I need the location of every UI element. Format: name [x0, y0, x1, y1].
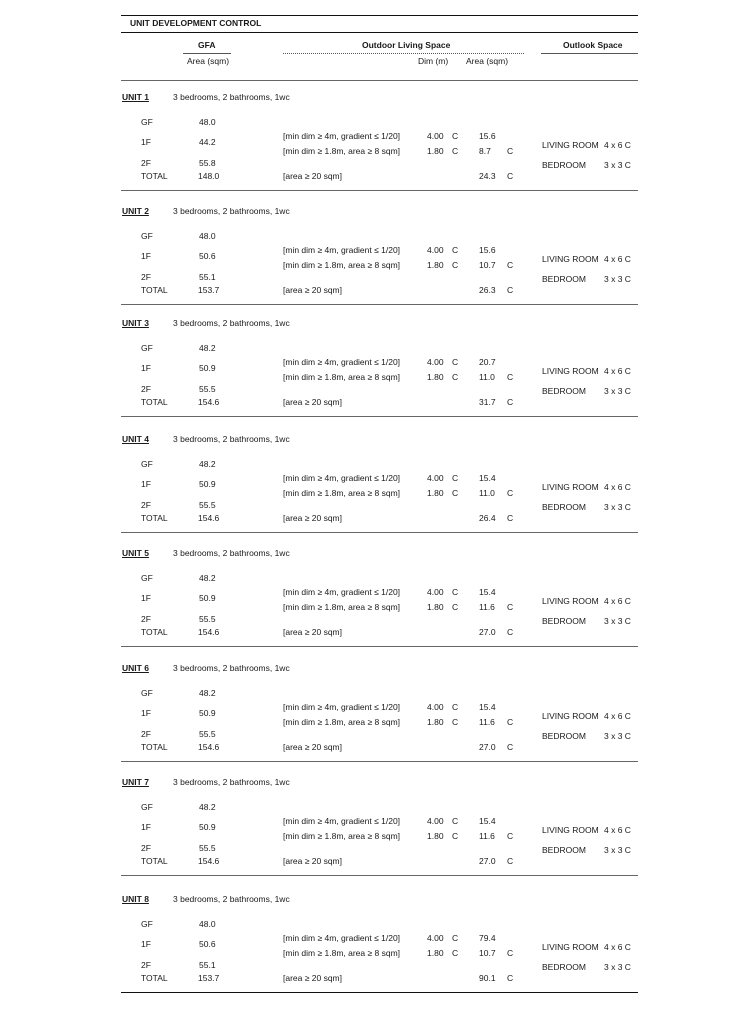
- dim-check-2: C: [452, 260, 459, 270]
- outlook-living-room-label: LIVING ROOM: [542, 825, 599, 835]
- unit-separator-rule: [121, 992, 638, 993]
- area-value-2: 11.6: [479, 717, 495, 727]
- f2-label: 2F: [141, 500, 151, 510]
- area-value-2: 11.6: [479, 602, 495, 612]
- f1-label: 1F: [141, 939, 151, 949]
- dim-value-2: 1.80: [427, 260, 444, 270]
- rule-min-dim-1-8m: [min dim ≥ 1.8m, area ≥ 8 sqm]: [283, 717, 401, 727]
- rule-min-dim-4m: [min dim ≥ 4m, gradient ≤ 1/20]: [283, 131, 401, 141]
- area-total-value: 27.0: [479, 742, 496, 752]
- dim-check-2: C: [452, 717, 459, 727]
- f1-label: 1F: [141, 137, 151, 147]
- gf-value: 48.0: [199, 117, 216, 127]
- area-total-check: C: [507, 856, 514, 866]
- total-value: 154.6: [198, 513, 220, 523]
- area-total-value: 26.3: [479, 285, 496, 295]
- outlook-living-room-label: LIVING ROOM: [542, 140, 599, 150]
- area-total-check: C: [507, 627, 514, 637]
- dim-check-2: C: [452, 602, 459, 612]
- rule-min-dim-4m: [min dim ≥ 4m, gradient ≤ 1/20]: [283, 816, 401, 826]
- area-total-value: 90.1: [479, 973, 496, 983]
- total-value: 154.6: [198, 742, 220, 752]
- outlook-living-room-label: LIVING ROOM: [542, 942, 599, 952]
- gf-label: GF: [141, 231, 153, 241]
- outlook-bedroom-label: BEDROOM: [542, 502, 586, 512]
- rule-min-dim-4m: [min dim ≥ 4m, gradient ≤ 1/20]: [283, 933, 401, 943]
- dim-value-1: 4.00: [427, 245, 444, 255]
- outlook-bedroom-dim: 3 x 3 C: [604, 274, 631, 284]
- gf-value: 48.2: [199, 802, 216, 812]
- area-value-2: 11.0: [479, 372, 495, 382]
- rule-min-dim-4m: [min dim ≥ 4m, gradient ≤ 1/20]: [283, 357, 401, 367]
- outlook-living-room-label: LIVING ROOM: [542, 254, 599, 264]
- dim-value-2: 1.80: [427, 488, 444, 498]
- unit-separator-rule: [121, 190, 638, 191]
- f2-value: 55.1: [199, 960, 216, 970]
- rule-min-dim-4m: [min dim ≥ 4m, gradient ≤ 1/20]: [283, 587, 401, 597]
- rule-area-20: [area ≥ 20 sqm]: [283, 397, 342, 407]
- f2-value: 55.1: [199, 272, 216, 282]
- dim-check-2: C: [452, 146, 459, 156]
- dim-value-1: 4.00: [427, 473, 444, 483]
- outlook-bedroom-dim: 3 x 3 C: [604, 502, 631, 512]
- rule-min-dim-1-8m: [min dim ≥ 1.8m, area ≥ 8 sqm]: [283, 372, 401, 382]
- dim-check-1: C: [452, 702, 459, 712]
- f2-label: 2F: [141, 729, 151, 739]
- outlook-bedroom-label: BEDROOM: [542, 616, 586, 626]
- unit-separator-rule: [121, 646, 638, 647]
- area-value-2: 10.7: [479, 260, 496, 270]
- outlook-header: Outlook Space: [563, 40, 623, 50]
- f1-label: 1F: [141, 479, 151, 489]
- area-total-check: C: [507, 513, 514, 523]
- outlook-header-rule: [541, 53, 638, 54]
- dim-value-1: 4.00: [427, 816, 444, 826]
- gf-value: 48.2: [199, 459, 216, 469]
- outlook-bedroom-label: BEDROOM: [542, 731, 586, 741]
- outlook-bedroom-label: BEDROOM: [542, 962, 586, 972]
- area-check-2: C: [507, 717, 514, 727]
- f1-label: 1F: [141, 251, 151, 261]
- area-total-check: C: [507, 397, 514, 407]
- outlook-living-room-label: LIVING ROOM: [542, 596, 599, 606]
- outlook-living-room-dim: 4 x 6 C: [604, 254, 631, 264]
- gf-label: GF: [141, 459, 153, 469]
- total-value: 154.6: [198, 397, 220, 407]
- unit-description: 3 bedrooms, 2 bathrooms, 1wc: [173, 777, 290, 787]
- rule-area-20: [area ≥ 20 sqm]: [283, 171, 342, 181]
- area-value-1: 20.7: [479, 357, 496, 367]
- area-value-1: 15.4: [479, 816, 496, 826]
- dim-check-1: C: [452, 245, 459, 255]
- gf-value: 48.0: [199, 919, 216, 929]
- unit-separator-rule: [121, 416, 638, 417]
- total-label: TOTAL: [141, 285, 168, 295]
- total-value: 153.7: [198, 973, 220, 983]
- f1-label: 1F: [141, 593, 151, 603]
- dim-check-1: C: [452, 131, 459, 141]
- gf-label: GF: [141, 117, 153, 127]
- rule-min-dim-1-8m: [min dim ≥ 1.8m, area ≥ 8 sqm]: [283, 260, 401, 270]
- unit-name: UNIT 5: [122, 548, 149, 558]
- unit-description: 3 bedrooms, 2 bathrooms, 1wc: [173, 92, 290, 102]
- total-value: 153.7: [198, 285, 220, 295]
- unit-name: UNIT 4: [122, 434, 149, 444]
- area-value-2: 8.7: [479, 146, 491, 156]
- rule-min-dim-4m: [min dim ≥ 4m, gradient ≤ 1/20]: [283, 245, 401, 255]
- dim-check-1: C: [452, 587, 459, 597]
- unit-description: 3 bedrooms, 2 bathrooms, 1wc: [173, 548, 290, 558]
- f2-label: 2F: [141, 960, 151, 970]
- total-value: 154.6: [198, 856, 220, 866]
- outlook-bedroom-label: BEDROOM: [542, 845, 586, 855]
- rule-min-dim-1-8m: [min dim ≥ 1.8m, area ≥ 8 sqm]: [283, 948, 401, 958]
- f2-value: 55.5: [199, 500, 216, 510]
- dim-value-1: 4.00: [427, 933, 444, 943]
- title-rule: [121, 32, 638, 33]
- area-check-2: C: [507, 488, 514, 498]
- outlook-living-room-dim: 4 x 6 C: [604, 711, 631, 721]
- gfa-area-header: Area (sqm): [187, 56, 230, 66]
- rule-area-20: [area ≥ 20 sqm]: [283, 856, 342, 866]
- f2-label: 2F: [141, 158, 151, 168]
- area-value-2: 10.7: [479, 948, 496, 958]
- f1-label: 1F: [141, 363, 151, 373]
- dim-check-1: C: [452, 357, 459, 367]
- gf-value: 48.0: [199, 231, 216, 241]
- dim-check-2: C: [452, 372, 459, 382]
- total-label: TOTAL: [141, 513, 168, 523]
- f2-value: 55.5: [199, 384, 216, 394]
- area-total-check: C: [507, 285, 514, 295]
- outlook-living-room-dim: 4 x 6 C: [604, 366, 631, 376]
- unit-name: UNIT 3: [122, 318, 149, 328]
- total-label: TOTAL: [141, 627, 168, 637]
- outlook-living-room-label: LIVING ROOM: [542, 482, 599, 492]
- area-header: Area (sqm): [466, 56, 509, 66]
- area-check-2: C: [507, 948, 514, 958]
- f2-value: 55.5: [199, 843, 216, 853]
- outlook-living-room-dim: 4 x 6 C: [604, 482, 631, 492]
- dim-check-2: C: [452, 488, 459, 498]
- area-value-1: 15.4: [479, 587, 496, 597]
- rule-min-dim-4m: [min dim ≥ 4m, gradient ≤ 1/20]: [283, 702, 401, 712]
- f2-label: 2F: [141, 843, 151, 853]
- total-label: TOTAL: [141, 397, 168, 407]
- f2-label: 2F: [141, 614, 151, 624]
- dim-value-2: 1.80: [427, 372, 444, 382]
- rule-area-20: [area ≥ 20 sqm]: [283, 627, 342, 637]
- area-total-value: 27.0: [479, 627, 496, 637]
- dim-check-1: C: [452, 933, 459, 943]
- area-total-value: 27.0: [479, 856, 496, 866]
- outlook-bedroom-label: BEDROOM: [542, 160, 586, 170]
- unit-description: 3 bedrooms, 2 bathrooms, 1wc: [173, 434, 290, 444]
- area-check-2: C: [507, 146, 514, 156]
- total-label: TOTAL: [141, 742, 168, 752]
- outdoor-header: Outdoor Living Space: [362, 40, 451, 50]
- area-value-1: 79.4: [479, 933, 496, 943]
- total-label: TOTAL: [141, 856, 168, 866]
- rule-min-dim-1-8m: [min dim ≥ 1.8m, area ≥ 8 sqm]: [283, 831, 401, 841]
- gfa-header: GFA: [198, 40, 216, 50]
- unit-separator-rule: [121, 532, 638, 533]
- f2-label: 2F: [141, 272, 151, 282]
- document-title: UNIT DEVELOPMENT CONTROL: [130, 18, 262, 28]
- area-value-2: 11.0: [479, 488, 495, 498]
- gf-label: GF: [141, 343, 153, 353]
- area-total-check: C: [507, 742, 514, 752]
- area-value-1: 15.4: [479, 702, 496, 712]
- unit-name: UNIT 2: [122, 206, 149, 216]
- f1-value: 50.6: [199, 251, 216, 261]
- rule-min-dim-1-8m: [min dim ≥ 1.8m, area ≥ 8 sqm]: [283, 602, 401, 612]
- gf-value: 48.2: [199, 573, 216, 583]
- f1-value: 50.6: [199, 939, 216, 949]
- dim-value-1: 4.00: [427, 357, 444, 367]
- gf-value: 48.2: [199, 343, 216, 353]
- outlook-bedroom-dim: 3 x 3 C: [604, 962, 631, 972]
- rule-min-dim-1-8m: [min dim ≥ 1.8m, area ≥ 8 sqm]: [283, 146, 401, 156]
- area-value-1: 15.6: [479, 131, 496, 141]
- dim-check-1: C: [452, 473, 459, 483]
- total-label: TOTAL: [141, 171, 168, 181]
- f2-label: 2F: [141, 384, 151, 394]
- header-bottom-rule: [121, 80, 638, 81]
- unit-separator-rule: [121, 875, 638, 876]
- outlook-bedroom-dim: 3 x 3 C: [604, 616, 631, 626]
- unit-description: 3 bedrooms, 2 bathrooms, 1wc: [173, 318, 290, 328]
- unit-description: 3 bedrooms, 2 bathrooms, 1wc: [173, 894, 290, 904]
- dim-value-2: 1.80: [427, 602, 444, 612]
- dim-value-2: 1.80: [427, 831, 444, 841]
- outlook-bedroom-label: BEDROOM: [542, 386, 586, 396]
- dim-check-2: C: [452, 831, 459, 841]
- outdoor-header-rule: [283, 53, 524, 54]
- area-check-2: C: [507, 372, 514, 382]
- dim-value-1: 4.00: [427, 587, 444, 597]
- gf-label: GF: [141, 919, 153, 929]
- f1-value: 50.9: [199, 708, 216, 718]
- outlook-living-room-dim: 4 x 6 C: [604, 140, 631, 150]
- f1-value: 50.9: [199, 479, 216, 489]
- outlook-bedroom-dim: 3 x 3 C: [604, 731, 631, 741]
- dim-header: Dim (m): [418, 56, 449, 66]
- unit-name: UNIT 7: [122, 777, 149, 787]
- area-value-1: 15.6: [479, 245, 496, 255]
- area-value-2: 11.6: [479, 831, 495, 841]
- unit-description: 3 bedrooms, 2 bathrooms, 1wc: [173, 663, 290, 673]
- f2-value: 55.5: [199, 614, 216, 624]
- area-total-check: C: [507, 973, 514, 983]
- f1-value: 50.9: [199, 363, 216, 373]
- rule-min-dim-4m: [min dim ≥ 4m, gradient ≤ 1/20]: [283, 473, 401, 483]
- area-total-check: C: [507, 171, 514, 181]
- rule-min-dim-1-8m: [min dim ≥ 1.8m, area ≥ 8 sqm]: [283, 488, 401, 498]
- f2-value: 55.8: [199, 158, 216, 168]
- unit-separator-rule: [121, 761, 638, 762]
- dim-value-1: 4.00: [427, 702, 444, 712]
- rule-area-20: [area ≥ 20 sqm]: [283, 513, 342, 523]
- gf-label: GF: [141, 573, 153, 583]
- f1-label: 1F: [141, 822, 151, 832]
- f1-label: 1F: [141, 708, 151, 718]
- area-total-value: 24.3: [479, 171, 496, 181]
- outlook-bedroom-label: BEDROOM: [542, 274, 586, 284]
- area-check-2: C: [507, 260, 514, 270]
- total-value: 154.6: [198, 627, 220, 637]
- gf-label: GF: [141, 688, 153, 698]
- outlook-bedroom-dim: 3 x 3 C: [604, 845, 631, 855]
- dim-check-2: C: [452, 948, 459, 958]
- f2-value: 55.5: [199, 729, 216, 739]
- f1-value: 44.2: [199, 137, 216, 147]
- dim-value-2: 1.80: [427, 948, 444, 958]
- gf-value: 48.2: [199, 688, 216, 698]
- unit-separator-rule: [121, 304, 638, 305]
- total-label: TOTAL: [141, 973, 168, 983]
- area-total-value: 26.4: [479, 513, 496, 523]
- outlook-living-room-dim: 4 x 6 C: [604, 825, 631, 835]
- dim-value-1: 4.00: [427, 131, 444, 141]
- outlook-living-room-label: LIVING ROOM: [542, 711, 599, 721]
- gfa-header-rule: [183, 53, 231, 54]
- rule-area-20: [area ≥ 20 sqm]: [283, 973, 342, 983]
- outlook-bedroom-dim: 3 x 3 C: [604, 386, 631, 396]
- gf-label: GF: [141, 802, 153, 812]
- f1-value: 50.9: [199, 822, 216, 832]
- dim-value-2: 1.80: [427, 717, 444, 727]
- outlook-bedroom-dim: 3 x 3 C: [604, 160, 631, 170]
- unit-description: 3 bedrooms, 2 bathrooms, 1wc: [173, 206, 290, 216]
- dim-check-1: C: [452, 816, 459, 826]
- area-check-2: C: [507, 831, 514, 841]
- unit-name: UNIT 8: [122, 894, 149, 904]
- rule-area-20: [area ≥ 20 sqm]: [283, 742, 342, 752]
- area-value-1: 15.4: [479, 473, 496, 483]
- rule-area-20: [area ≥ 20 sqm]: [283, 285, 342, 295]
- dim-value-2: 1.80: [427, 146, 444, 156]
- total-value: 148.0: [198, 171, 220, 181]
- area-total-value: 31.7: [479, 397, 496, 407]
- area-check-2: C: [507, 602, 514, 612]
- outlook-living-room-label: LIVING ROOM: [542, 366, 599, 376]
- outlook-living-room-dim: 4 x 6 C: [604, 596, 631, 606]
- unit-name: UNIT 6: [122, 663, 149, 673]
- top-rule: [121, 15, 638, 16]
- outlook-living-room-dim: 4 x 6 C: [604, 942, 631, 952]
- unit-name: UNIT 1: [122, 92, 149, 102]
- f1-value: 50.9: [199, 593, 216, 603]
